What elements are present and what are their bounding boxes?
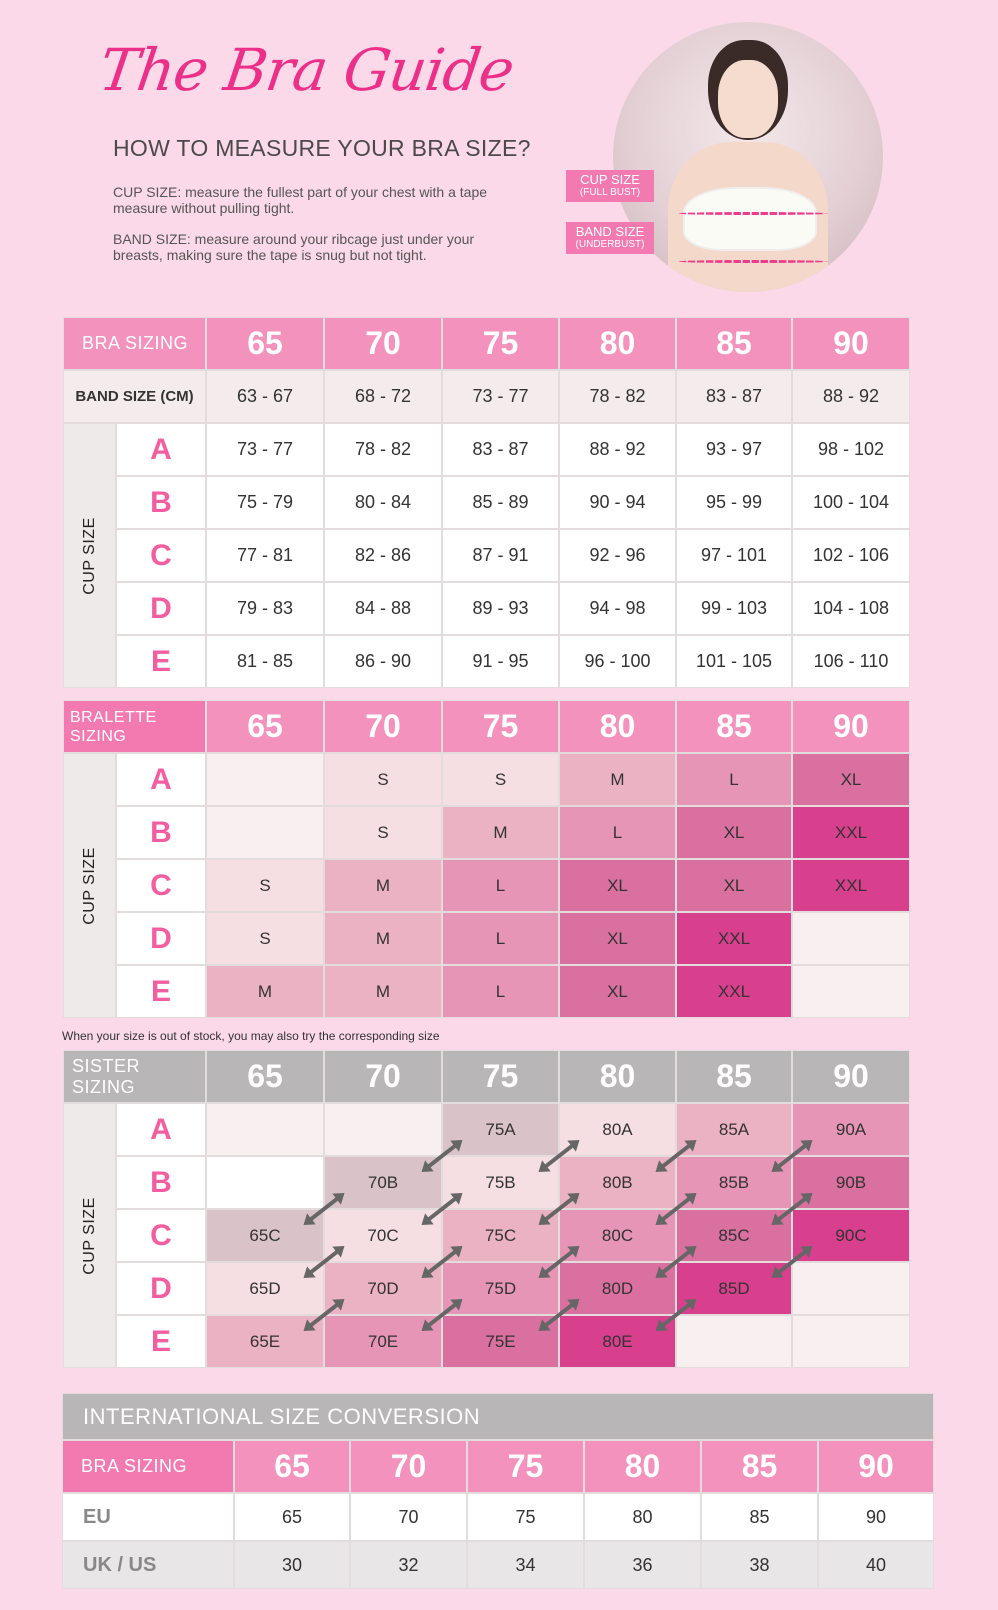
- sister-size-cell: [206, 1103, 324, 1156]
- bra-band-header: 70: [324, 317, 442, 370]
- sister-size-cell: [792, 1315, 910, 1368]
- bralette-size-cell: XXL: [792, 806, 910, 859]
- bralette-size-cell: S: [206, 859, 324, 912]
- conversion-title: INTERNATIONAL SIZE CONVERSION: [62, 1393, 934, 1440]
- sister-label-line: SISTER: [72, 1055, 141, 1076]
- bust-range-cell: 90 - 94: [559, 476, 676, 529]
- bust-range-cell: 73 - 77: [206, 423, 324, 476]
- sister-label-line: SIZING: [72, 1076, 136, 1097]
- sister-size-cell: 85B: [676, 1156, 792, 1209]
- bra-band-header: 85: [676, 317, 792, 370]
- bralette-size-cell: M: [324, 912, 442, 965]
- sister-size-cell: 75B: [442, 1156, 559, 1209]
- ukus-size-cell: 34: [467, 1541, 584, 1589]
- cup-letter: B: [116, 806, 206, 859]
- sister-size-cell: 70C: [324, 1209, 442, 1262]
- bralette-size-cell: L: [442, 912, 559, 965]
- bralette-size-cell: M: [559, 753, 676, 806]
- bust-range-cell: 88 - 92: [559, 423, 676, 476]
- cup-letter: D: [116, 582, 206, 635]
- bra-cup-size-label: [63, 423, 116, 688]
- sister-size-cell: [206, 1156, 324, 1209]
- cup-size-tag-label: CUP SIZE: [580, 172, 640, 187]
- sister-size-cell: 80B: [559, 1156, 676, 1209]
- band-size-description: BAND SIZE: measure around your ribcage just under your breasts, making sure the tape is snug but not tight.: [113, 231, 475, 263]
- bralette-size-cell: XL: [676, 859, 792, 912]
- bralette-size-cell: [792, 912, 910, 965]
- sister-size-cell: 75E: [442, 1315, 559, 1368]
- eu-size-cell: 80: [584, 1493, 701, 1541]
- bust-range-cell: 77 - 81: [206, 529, 324, 582]
- bra-band-header: 90: [792, 317, 910, 370]
- sister-band-header: 80: [559, 1050, 676, 1103]
- sister-size-cell: 65E: [206, 1315, 324, 1368]
- cup-size-tag-sub: (FULL BUST): [579, 187, 641, 198]
- cup-letter: E: [116, 635, 206, 688]
- bust-range-cell: 82 - 86: [324, 529, 442, 582]
- sister-size-cell: 75A: [442, 1103, 559, 1156]
- bralette-size-cell: S: [324, 806, 442, 859]
- bust-range-cell: 81 - 85: [206, 635, 324, 688]
- bralette-sizing-label: [63, 700, 206, 753]
- eu-size-cell: 90: [818, 1493, 934, 1541]
- bust-range-cell: 94 - 98: [559, 582, 676, 635]
- sister-size-cell: 80A: [559, 1103, 676, 1156]
- sister-size-cell: 65C: [206, 1209, 324, 1262]
- sister-size-cell: [676, 1315, 792, 1368]
- sister-band-header: 70: [324, 1050, 442, 1103]
- bralette-size-cell: S: [324, 753, 442, 806]
- bust-range-cell: 79 - 83: [206, 582, 324, 635]
- bralette-size-cell: [206, 753, 324, 806]
- sister-band-header: 75: [442, 1050, 559, 1103]
- ukus-size-cell: 30: [234, 1541, 350, 1589]
- conversion-band-header: 85: [701, 1440, 818, 1493]
- sister-sizing-label: [63, 1050, 206, 1103]
- sister-size-cell: 70E: [324, 1315, 442, 1368]
- cup-letter: C: [116, 529, 206, 582]
- bust-range-cell: 85 - 89: [442, 476, 559, 529]
- bralette-size-cell: S: [206, 912, 324, 965]
- bust-range-cell: 97 - 101: [676, 529, 792, 582]
- eu-size-cell: 70: [350, 1493, 467, 1541]
- bust-range-cell: 87 - 91: [442, 529, 559, 582]
- bust-range-cell: 78 - 82: [324, 423, 442, 476]
- band-range-cell: 68 - 72: [324, 370, 442, 423]
- sister-band-header: 85: [676, 1050, 792, 1103]
- bra-cup-size-label-text: CUP SIZE: [80, 516, 98, 595]
- sister-size-cell: 75C: [442, 1209, 559, 1262]
- bralette-size-cell: XL: [559, 859, 676, 912]
- cup-letter: E: [116, 965, 206, 1018]
- bust-range-cell: 86 - 90: [324, 635, 442, 688]
- band-range-cell: 73 - 77: [442, 370, 559, 423]
- sister-size-cell: 80E: [559, 1315, 676, 1368]
- conversion-band-header: 90: [818, 1440, 934, 1493]
- bralette-cup-size-label-text: CUP SIZE: [80, 846, 98, 925]
- bralette-band-header: 85: [676, 700, 792, 753]
- sister-size-cell: 70B: [324, 1156, 442, 1209]
- bralette-label-line: BRALETTE: [70, 708, 157, 726]
- cup-size-tag: [566, 170, 654, 202]
- band-size-tag-label: BAND SIZE: [575, 224, 645, 239]
- ukus-label: UK / US: [62, 1541, 234, 1589]
- bust-range-cell: 89 - 93: [442, 582, 559, 635]
- bust-range-cell: 93 - 97: [676, 423, 792, 476]
- bust-range-cell: 102 - 106: [792, 529, 910, 582]
- sister-size-cell: 90A: [792, 1103, 910, 1156]
- conversion-bra-label: BRA SIZING: [62, 1440, 234, 1493]
- bust-range-cell: 98 - 102: [792, 423, 910, 476]
- conversion-band-header: 70: [350, 1440, 467, 1493]
- cup-size-description: CUP SIZE: measure the fullest part of your chest with a tape measure without pulling tight.: [113, 184, 488, 216]
- ukus-size-cell: 38: [701, 1541, 818, 1589]
- bust-range-cell: 91 - 95: [442, 635, 559, 688]
- bralette-size-cell: M: [206, 965, 324, 1018]
- bralette-size-cell: M: [324, 859, 442, 912]
- conversion-band-header: 80: [584, 1440, 701, 1493]
- bralette-band-header: 70: [324, 700, 442, 753]
- bralette-cup-size-label: [63, 753, 116, 1018]
- sister-size-cell: 70D: [324, 1262, 442, 1315]
- cup-letter: D: [116, 912, 206, 965]
- page-subtitle: HOW TO MEASURE YOUR BRA SIZE?: [113, 135, 531, 161]
- sister-size-cell: 85C: [676, 1209, 792, 1262]
- sister-size-cell: 80D: [559, 1262, 676, 1315]
- bra-band-header: 80: [559, 317, 676, 370]
- cup-letter: A: [116, 423, 206, 476]
- band-size-label: BAND SIZE (CM): [63, 370, 206, 423]
- bust-range-cell: 92 - 96: [559, 529, 676, 582]
- ukus-size-cell: 40: [818, 1541, 934, 1589]
- bralette-size-cell: XL: [559, 965, 676, 1018]
- bust-range-cell: 100 - 104: [792, 476, 910, 529]
- sister-size-cell: [324, 1103, 442, 1156]
- bra-band-header: 75: [442, 317, 559, 370]
- band-range-cell: 83 - 87: [676, 370, 792, 423]
- bralette-size-cell: XL: [559, 912, 676, 965]
- eu-label: EU: [62, 1493, 234, 1541]
- cup-letter: E: [116, 1315, 206, 1368]
- eu-size-cell: 65: [234, 1493, 350, 1541]
- bust-range-cell: 84 - 88: [324, 582, 442, 635]
- band-size-tag: [566, 222, 654, 254]
- band-range-cell: 88 - 92: [792, 370, 910, 423]
- sister-size-cell: 90C: [792, 1209, 910, 1262]
- cup-letter: C: [116, 1209, 206, 1262]
- sister-band-header: 90: [792, 1050, 910, 1103]
- bralette-size-cell: [206, 806, 324, 859]
- bralette-size-cell: L: [442, 859, 559, 912]
- sister-size-cell: [792, 1262, 910, 1315]
- bust-range-cell: 75 - 79: [206, 476, 324, 529]
- bralette-band-header: 65: [206, 700, 324, 753]
- cup-letter: D: [116, 1262, 206, 1315]
- bralette-band-header: 80: [559, 700, 676, 753]
- bralette-size-cell: XXL: [792, 859, 910, 912]
- bralette-size-cell: [792, 965, 910, 1018]
- bralette-size-cell: M: [324, 965, 442, 1018]
- eu-size-cell: 75: [467, 1493, 584, 1541]
- sister-size-cell: 80C: [559, 1209, 676, 1262]
- sister-size-cell: 85D: [676, 1262, 792, 1315]
- sister-size-cell: 90B: [792, 1156, 910, 1209]
- cup-letter: B: [116, 1156, 206, 1209]
- conversion-band-header: 75: [467, 1440, 584, 1493]
- bust-range-cell: 101 - 105: [676, 635, 792, 688]
- bust-range-cell: 104 - 108: [792, 582, 910, 635]
- band-size-tag-sub: (UNDERBUST): [575, 239, 645, 250]
- cup-letter: A: [116, 753, 206, 806]
- bra-guide-title: The Bra Guide: [95, 36, 518, 104]
- sister-size-cell: 85A: [676, 1103, 792, 1156]
- bralette-size-cell: XXL: [676, 912, 792, 965]
- sister-cup-size-label: [63, 1103, 116, 1368]
- bust-range-cell: 95 - 99: [676, 476, 792, 529]
- sister-band-header: 65: [206, 1050, 324, 1103]
- bralette-size-cell: S: [442, 753, 559, 806]
- bra-sizing-label: BRA SIZING: [63, 317, 206, 370]
- out-of-stock-note: When your size is out of stock, you may also try the corresponding size: [62, 1029, 440, 1043]
- bust-range-cell: 106 - 110: [792, 635, 910, 688]
- bra-band-header: 65: [206, 317, 324, 370]
- bralette-size-cell: L: [676, 753, 792, 806]
- cup-letter: C: [116, 859, 206, 912]
- ukus-size-cell: 32: [350, 1541, 467, 1589]
- cup-letter: A: [116, 1103, 206, 1156]
- band-range-cell: 63 - 67: [206, 370, 324, 423]
- bust-range-cell: 99 - 103: [676, 582, 792, 635]
- cup-letter: B: [116, 476, 206, 529]
- bralette-size-cell: L: [442, 965, 559, 1018]
- bralette-size-cell: XL: [676, 806, 792, 859]
- bust-range-cell: 96 - 100: [559, 635, 676, 688]
- ukus-size-cell: 36: [584, 1541, 701, 1589]
- bralette-size-cell: M: [442, 806, 559, 859]
- sister-size-cell: 65D: [206, 1262, 324, 1315]
- sister-size-cell: 75D: [442, 1262, 559, 1315]
- band-range-cell: 78 - 82: [559, 370, 676, 423]
- eu-size-cell: 85: [701, 1493, 818, 1541]
- bralette-size-cell: XL: [792, 753, 910, 806]
- sister-cup-size-label-text: CUP SIZE: [80, 1196, 98, 1275]
- bralette-band-header: 90: [792, 700, 910, 753]
- bust-range-cell: 83 - 87: [442, 423, 559, 476]
- bralette-size-cell: XXL: [676, 965, 792, 1018]
- bralette-size-cell: L: [559, 806, 676, 859]
- bralette-band-header: 75: [442, 700, 559, 753]
- bralette-label-line: SIZING: [70, 727, 127, 745]
- conversion-band-header: 65: [234, 1440, 350, 1493]
- bust-range-cell: 80 - 84: [324, 476, 442, 529]
